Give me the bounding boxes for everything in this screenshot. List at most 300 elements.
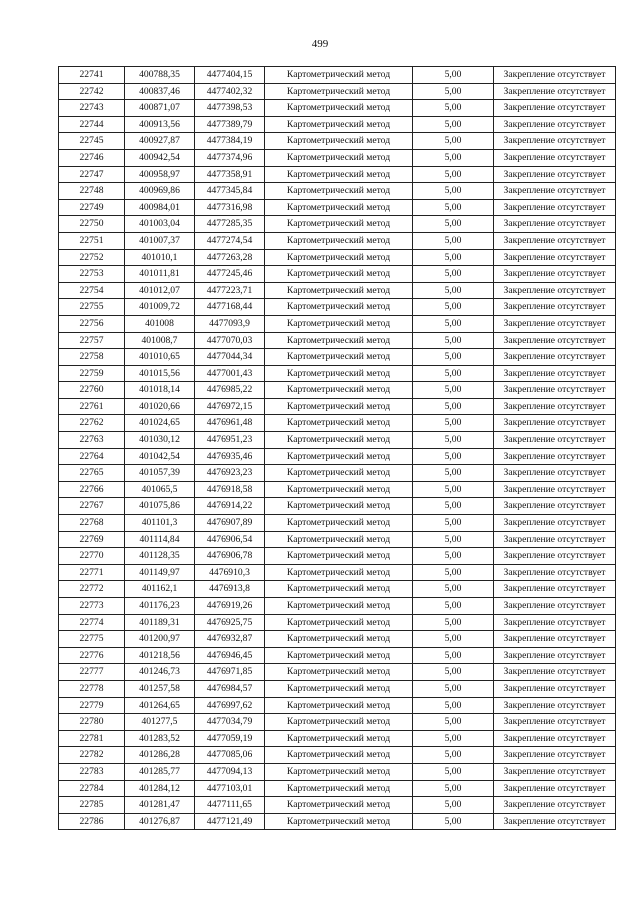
fixing-description-cell: Закрепление отсутствует	[494, 133, 616, 150]
fixing-description-cell: Закрепление отсутствует	[494, 531, 616, 548]
accuracy-cell: 5,00	[413, 415, 494, 432]
x-coordinate-cell: 401200,97	[125, 631, 195, 648]
x-coordinate-cell: 401176,23	[125, 598, 195, 615]
fixing-description-cell: Закрепление отсутствует	[494, 813, 616, 830]
point-number-cell: 22745	[59, 133, 125, 150]
point-number-cell: 22752	[59, 249, 125, 266]
x-coordinate-cell: 401020,66	[125, 398, 195, 415]
fixing-description-cell: Закрепление отсутствует	[494, 647, 616, 664]
point-number-cell: 22783	[59, 763, 125, 780]
method-cell: Картометрический метод	[265, 614, 413, 631]
x-coordinate-cell: 401075,86	[125, 498, 195, 515]
fixing-description-cell: Закрепление отсутствует	[494, 465, 616, 482]
fixing-description-cell: Закрепление отсутствует	[494, 349, 616, 366]
point-number-cell: 22744	[59, 116, 125, 133]
fixing-description-cell: Закрепление отсутствует	[494, 183, 616, 200]
table-row	[59, 481, 616, 498]
fixing-description-cell: Закрепление отсутствует	[494, 382, 616, 399]
method-cell: Картометрический метод	[265, 116, 413, 133]
y-coordinate-cell: 4476961,48	[195, 415, 265, 432]
fixing-description-cell: Закрепление отсутствует	[494, 614, 616, 631]
table-row	[59, 332, 616, 349]
method-cell: Картометрический метод	[265, 266, 413, 283]
point-number-cell: 22763	[59, 432, 125, 449]
accuracy-cell: 5,00	[413, 697, 494, 714]
method-cell: Картометрический метод	[265, 697, 413, 714]
table-row	[59, 149, 616, 166]
point-number-cell: 22774	[59, 614, 125, 631]
point-number-cell: 22768	[59, 515, 125, 532]
accuracy-cell: 5,00	[413, 332, 494, 349]
point-number-cell: 22755	[59, 299, 125, 316]
y-coordinate-cell: 4476951,23	[195, 432, 265, 449]
x-coordinate-cell: 401015,56	[125, 365, 195, 382]
table-row	[59, 315, 616, 332]
accuracy-cell: 5,00	[413, 465, 494, 482]
x-coordinate-cell: 400913,56	[125, 116, 195, 133]
table-row	[59, 614, 616, 631]
method-cell: Картометрический метод	[265, 481, 413, 498]
x-coordinate-cell: 401218,56	[125, 647, 195, 664]
y-coordinate-cell: 4477034,79	[195, 714, 265, 731]
x-coordinate-cell: 401010,65	[125, 349, 195, 366]
fixing-description-cell: Закрепление отсутствует	[494, 598, 616, 615]
point-number-cell: 22767	[59, 498, 125, 515]
table-row	[59, 531, 616, 548]
accuracy-cell: 5,00	[413, 382, 494, 399]
point-number-cell: 22765	[59, 465, 125, 482]
point-number-cell: 22784	[59, 780, 125, 797]
table-row	[59, 183, 616, 200]
y-coordinate-cell: 4477274,54	[195, 232, 265, 249]
point-number-cell: 22776	[59, 647, 125, 664]
y-coordinate-cell: 4477094,13	[195, 763, 265, 780]
x-coordinate-cell: 401285,77	[125, 763, 195, 780]
fixing-description-cell: Закрепление отсутствует	[494, 166, 616, 183]
method-cell: Картометрический метод	[265, 398, 413, 415]
accuracy-cell: 5,00	[413, 763, 494, 780]
method-cell: Картометрический метод	[265, 813, 413, 830]
table-row	[59, 398, 616, 415]
accuracy-cell: 5,00	[413, 531, 494, 548]
point-number-cell: 22780	[59, 714, 125, 731]
x-coordinate-cell: 400788,35	[125, 67, 195, 84]
point-number-cell: 22761	[59, 398, 125, 415]
fixing-description-cell: Закрепление отсутствует	[494, 149, 616, 166]
method-cell: Картометрический метод	[265, 664, 413, 681]
x-coordinate-cell: 401003,04	[125, 216, 195, 233]
point-number-cell: 22786	[59, 813, 125, 830]
accuracy-cell: 5,00	[413, 216, 494, 233]
y-coordinate-cell: 4476906,54	[195, 531, 265, 548]
accuracy-cell: 5,00	[413, 133, 494, 150]
point-number-cell: 22754	[59, 282, 125, 299]
method-cell: Картометрический метод	[265, 714, 413, 731]
fixing-description-cell: Закрепление отсутствует	[494, 697, 616, 714]
method-cell: Картометрический метод	[265, 67, 413, 84]
method-cell: Картометрический метод	[265, 299, 413, 316]
fixing-description-cell: Закрепление отсутствует	[494, 631, 616, 648]
accuracy-cell: 5,00	[413, 199, 494, 216]
y-coordinate-cell: 4476914,22	[195, 498, 265, 515]
table-row	[59, 415, 616, 432]
point-number-cell: 22778	[59, 680, 125, 697]
x-coordinate-cell: 401286,28	[125, 747, 195, 764]
point-number-cell: 22750	[59, 216, 125, 233]
fixing-description-cell: Закрепление отсутствует	[494, 415, 616, 432]
method-cell: Картометрический метод	[265, 564, 413, 581]
method-cell: Картометрический метод	[265, 631, 413, 648]
table-row	[59, 515, 616, 532]
fixing-description-cell: Закрепление отсутствует	[494, 432, 616, 449]
x-coordinate-cell: 401012,07	[125, 282, 195, 299]
y-coordinate-cell: 4477345,84	[195, 183, 265, 200]
coordinates-table-body	[59, 67, 616, 830]
x-coordinate-cell: 401277,5	[125, 714, 195, 731]
table-row	[59, 432, 616, 449]
accuracy-cell: 5,00	[413, 83, 494, 100]
x-coordinate-cell: 401281,47	[125, 797, 195, 814]
table-row	[59, 631, 616, 648]
x-coordinate-cell: 401011,81	[125, 266, 195, 283]
y-coordinate-cell: 4476997,62	[195, 697, 265, 714]
table-row	[59, 116, 616, 133]
method-cell: Картометрический метод	[265, 465, 413, 482]
point-number-cell: 22748	[59, 183, 125, 200]
y-coordinate-cell: 4476910,3	[195, 564, 265, 581]
x-coordinate-cell: 400837,46	[125, 83, 195, 100]
method-cell: Картометрический метод	[265, 216, 413, 233]
accuracy-cell: 5,00	[413, 797, 494, 814]
method-cell: Картометрический метод	[265, 432, 413, 449]
y-coordinate-cell: 4476913,8	[195, 581, 265, 598]
fixing-description-cell: Закрепление отсутствует	[494, 299, 616, 316]
table-row	[59, 448, 616, 465]
fixing-description-cell: Закрепление отсутствует	[494, 498, 616, 515]
y-coordinate-cell: 4477223,71	[195, 282, 265, 299]
table-row	[59, 714, 616, 731]
x-coordinate-cell: 401189,31	[125, 614, 195, 631]
point-number-cell: 22775	[59, 631, 125, 648]
table-row	[59, 216, 616, 233]
y-coordinate-cell: 4476946,45	[195, 647, 265, 664]
fixing-description-cell: Закрепление отсутствует	[494, 747, 616, 764]
table-row	[59, 498, 616, 515]
y-coordinate-cell: 4477398,53	[195, 100, 265, 117]
method-cell: Картометрический метод	[265, 249, 413, 266]
table-row	[59, 747, 616, 764]
method-cell: Картометрический метод	[265, 349, 413, 366]
method-cell: Картометрический метод	[265, 166, 413, 183]
method-cell: Картометрический метод	[265, 647, 413, 664]
table-row	[59, 548, 616, 565]
method-cell: Картометрический метод	[265, 133, 413, 150]
method-cell: Картометрический метод	[265, 780, 413, 797]
method-cell: Картометрический метод	[265, 365, 413, 382]
y-coordinate-cell: 4477404,15	[195, 67, 265, 84]
table-row	[59, 282, 616, 299]
point-number-cell: 22771	[59, 564, 125, 581]
y-coordinate-cell: 4477103,01	[195, 780, 265, 797]
point-number-cell: 22758	[59, 349, 125, 366]
x-coordinate-cell: 400942,54	[125, 149, 195, 166]
method-cell: Картометрический метод	[265, 680, 413, 697]
method-cell: Картометрический метод	[265, 581, 413, 598]
table-row	[59, 763, 616, 780]
accuracy-cell: 5,00	[413, 647, 494, 664]
point-number-cell: 22746	[59, 149, 125, 166]
fixing-description-cell: Закрепление отсутствует	[494, 282, 616, 299]
method-cell: Картометрический метод	[265, 183, 413, 200]
y-coordinate-cell: 4477121,49	[195, 813, 265, 830]
accuracy-cell: 5,00	[413, 398, 494, 415]
y-coordinate-cell: 4476918,58	[195, 481, 265, 498]
x-coordinate-cell: 401024,65	[125, 415, 195, 432]
fixing-description-cell: Закрепление отсутствует	[494, 199, 616, 216]
y-coordinate-cell: 4476984,57	[195, 680, 265, 697]
x-coordinate-cell: 401008,7	[125, 332, 195, 349]
table-row	[59, 797, 616, 814]
x-coordinate-cell: 401257,58	[125, 680, 195, 697]
y-coordinate-cell: 4477384,19	[195, 133, 265, 150]
x-coordinate-cell: 401008	[125, 315, 195, 332]
point-number-cell: 22741	[59, 67, 125, 84]
y-coordinate-cell: 4477358,91	[195, 166, 265, 183]
x-coordinate-cell: 400969,86	[125, 183, 195, 200]
x-coordinate-cell: 401283,52	[125, 730, 195, 747]
accuracy-cell: 5,00	[413, 548, 494, 565]
y-coordinate-cell: 4477402,32	[195, 83, 265, 100]
table-row	[59, 697, 616, 714]
fixing-description-cell: Закрепление отсутствует	[494, 232, 616, 249]
y-coordinate-cell: 4476972,15	[195, 398, 265, 415]
fixing-description-cell: Закрепление отсутствует	[494, 797, 616, 814]
x-coordinate-cell: 401276,87	[125, 813, 195, 830]
accuracy-cell: 5,00	[413, 100, 494, 117]
fixing-description-cell: Закрепление отсутствует	[494, 116, 616, 133]
fixing-description-cell: Закрепление отсутствует	[494, 216, 616, 233]
fixing-description-cell: Закрепление отсутствует	[494, 714, 616, 731]
accuracy-cell: 5,00	[413, 282, 494, 299]
method-cell: Картометрический метод	[265, 282, 413, 299]
point-number-cell: 22762	[59, 415, 125, 432]
fixing-description-cell: Закрепление отсутствует	[494, 249, 616, 266]
fixing-description-cell: Закрепление отсутствует	[494, 67, 616, 84]
fixing-description-cell: Закрепление отсутствует	[494, 763, 616, 780]
accuracy-cell: 5,00	[413, 149, 494, 166]
accuracy-cell: 5,00	[413, 432, 494, 449]
method-cell: Картометрический метод	[265, 498, 413, 515]
table-row	[59, 199, 616, 216]
accuracy-cell: 5,00	[413, 515, 494, 532]
x-coordinate-cell: 401042,54	[125, 448, 195, 465]
x-coordinate-cell: 401057,39	[125, 465, 195, 482]
table-row	[59, 664, 616, 681]
fixing-description-cell: Закрепление отсутствует	[494, 266, 616, 283]
method-cell: Картометрический метод	[265, 797, 413, 814]
accuracy-cell: 5,00	[413, 232, 494, 249]
point-number-cell: 22747	[59, 166, 125, 183]
accuracy-cell: 5,00	[413, 680, 494, 697]
x-coordinate-cell: 401018,14	[125, 382, 195, 399]
fixing-description-cell: Закрепление отсутствует	[494, 564, 616, 581]
method-cell: Картометрический метод	[265, 199, 413, 216]
accuracy-cell: 5,00	[413, 299, 494, 316]
accuracy-cell: 5,00	[413, 365, 494, 382]
x-coordinate-cell: 401128,35	[125, 548, 195, 565]
x-coordinate-cell: 401149,97	[125, 564, 195, 581]
fixing-description-cell: Закрепление отсутствует	[494, 730, 616, 747]
fixing-description-cell: Закрепление отсутствует	[494, 100, 616, 117]
fixing-description-cell: Закрепление отсутствует	[494, 548, 616, 565]
x-coordinate-cell: 400927,87	[125, 133, 195, 150]
point-number-cell: 22743	[59, 100, 125, 117]
y-coordinate-cell: 4477285,35	[195, 216, 265, 233]
table-row	[59, 365, 616, 382]
point-number-cell: 22785	[59, 797, 125, 814]
point-number-cell: 22749	[59, 199, 125, 216]
x-coordinate-cell: 400871,07	[125, 100, 195, 117]
fixing-description-cell: Закрепление отсутствует	[494, 332, 616, 349]
point-number-cell: 22756	[59, 315, 125, 332]
y-coordinate-cell: 4476932,87	[195, 631, 265, 648]
accuracy-cell: 5,00	[413, 581, 494, 598]
fixing-description-cell: Закрепление отсутствует	[494, 315, 616, 332]
page-number: 499	[311, 38, 329, 50]
method-cell: Картометрический метод	[265, 415, 413, 432]
accuracy-cell: 5,00	[413, 266, 494, 283]
method-cell: Картометрический метод	[265, 548, 413, 565]
y-coordinate-cell: 4477263,28	[195, 249, 265, 266]
x-coordinate-cell: 401030,12	[125, 432, 195, 449]
table-row	[59, 133, 616, 150]
table-row	[59, 680, 616, 697]
y-coordinate-cell: 4476935,46	[195, 448, 265, 465]
table-row	[59, 100, 616, 117]
x-coordinate-cell: 401010,1	[125, 249, 195, 266]
y-coordinate-cell: 4476907,89	[195, 515, 265, 532]
table-row	[59, 730, 616, 747]
accuracy-cell: 5,00	[413, 714, 494, 731]
y-coordinate-cell: 4476925,75	[195, 614, 265, 631]
table-row	[59, 813, 616, 830]
x-coordinate-cell: 400984,01	[125, 199, 195, 216]
accuracy-cell: 5,00	[413, 116, 494, 133]
point-number-cell: 22764	[59, 448, 125, 465]
fixing-description-cell: Закрепление отсутствует	[494, 581, 616, 598]
table-row	[59, 83, 616, 100]
y-coordinate-cell: 4477059,19	[195, 730, 265, 747]
point-number-cell: 22773	[59, 598, 125, 615]
point-number-cell: 22772	[59, 581, 125, 598]
accuracy-cell: 5,00	[413, 564, 494, 581]
table-row	[59, 564, 616, 581]
y-coordinate-cell: 4477374,96	[195, 149, 265, 166]
accuracy-cell: 5,00	[413, 183, 494, 200]
fixing-description-cell: Закрепление отсутствует	[494, 448, 616, 465]
accuracy-cell: 5,00	[413, 631, 494, 648]
fixing-description-cell: Закрепление отсутствует	[494, 664, 616, 681]
table-row	[59, 349, 616, 366]
table-row	[59, 299, 616, 316]
point-number-cell: 22751	[59, 232, 125, 249]
accuracy-cell: 5,00	[413, 67, 494, 84]
x-coordinate-cell: 401009,72	[125, 299, 195, 316]
y-coordinate-cell: 4477085,06	[195, 747, 265, 764]
x-coordinate-cell: 400958,97	[125, 166, 195, 183]
method-cell: Картометрический метод	[265, 83, 413, 100]
point-number-cell: 22766	[59, 481, 125, 498]
table-row	[59, 67, 616, 84]
x-coordinate-cell: 401162,1	[125, 581, 195, 598]
point-number-cell: 22753	[59, 266, 125, 283]
table-row	[59, 780, 616, 797]
accuracy-cell: 5,00	[413, 813, 494, 830]
method-cell: Картометрический метод	[265, 100, 413, 117]
accuracy-cell: 5,00	[413, 780, 494, 797]
point-number-cell: 22742	[59, 83, 125, 100]
point-number-cell: 22769	[59, 531, 125, 548]
accuracy-cell: 5,00	[413, 664, 494, 681]
table-row	[59, 581, 616, 598]
table-row	[59, 647, 616, 664]
x-coordinate-cell: 401246,73	[125, 664, 195, 681]
x-coordinate-cell: 401065,5	[125, 481, 195, 498]
y-coordinate-cell: 4477044,34	[195, 349, 265, 366]
table-row	[59, 232, 616, 249]
method-cell: Картометрический метод	[265, 382, 413, 399]
method-cell: Картометрический метод	[265, 598, 413, 615]
point-number-cell: 22777	[59, 664, 125, 681]
fixing-description-cell: Закрепление отсутствует	[494, 515, 616, 532]
accuracy-cell: 5,00	[413, 166, 494, 183]
y-coordinate-cell: 4477001,43	[195, 365, 265, 382]
fixing-description-cell: Закрепление отсутствует	[494, 680, 616, 697]
y-coordinate-cell: 4477093,9	[195, 315, 265, 332]
table-row	[59, 266, 616, 283]
y-coordinate-cell: 4477070,03	[195, 332, 265, 349]
coordinates-table	[58, 66, 616, 830]
method-cell: Картометрический метод	[265, 315, 413, 332]
method-cell: Картометрический метод	[265, 730, 413, 747]
accuracy-cell: 5,00	[413, 349, 494, 366]
point-number-cell: 22770	[59, 548, 125, 565]
y-coordinate-cell: 4477245,46	[195, 266, 265, 283]
fixing-description-cell: Закрепление отсутствует	[494, 398, 616, 415]
accuracy-cell: 5,00	[413, 598, 494, 615]
table-row	[59, 465, 616, 482]
method-cell: Картометрический метод	[265, 448, 413, 465]
fixing-description-cell: Закрепление отсутствует	[494, 481, 616, 498]
x-coordinate-cell: 401101,3	[125, 515, 195, 532]
method-cell: Картометрический метод	[265, 232, 413, 249]
point-number-cell: 22760	[59, 382, 125, 399]
point-number-cell: 22781	[59, 730, 125, 747]
method-cell: Картометрический метод	[265, 332, 413, 349]
x-coordinate-cell: 401114,84	[125, 531, 195, 548]
x-coordinate-cell: 401007,37	[125, 232, 195, 249]
fixing-description-cell: Закрепление отсутствует	[494, 780, 616, 797]
accuracy-cell: 5,00	[413, 498, 494, 515]
point-number-cell: 22757	[59, 332, 125, 349]
accuracy-cell: 5,00	[413, 614, 494, 631]
y-coordinate-cell: 4476906,78	[195, 548, 265, 565]
table-row	[59, 249, 616, 266]
method-cell: Картометрический метод	[265, 531, 413, 548]
accuracy-cell: 5,00	[413, 249, 494, 266]
table-row	[59, 166, 616, 183]
y-coordinate-cell: 4477389,79	[195, 116, 265, 133]
